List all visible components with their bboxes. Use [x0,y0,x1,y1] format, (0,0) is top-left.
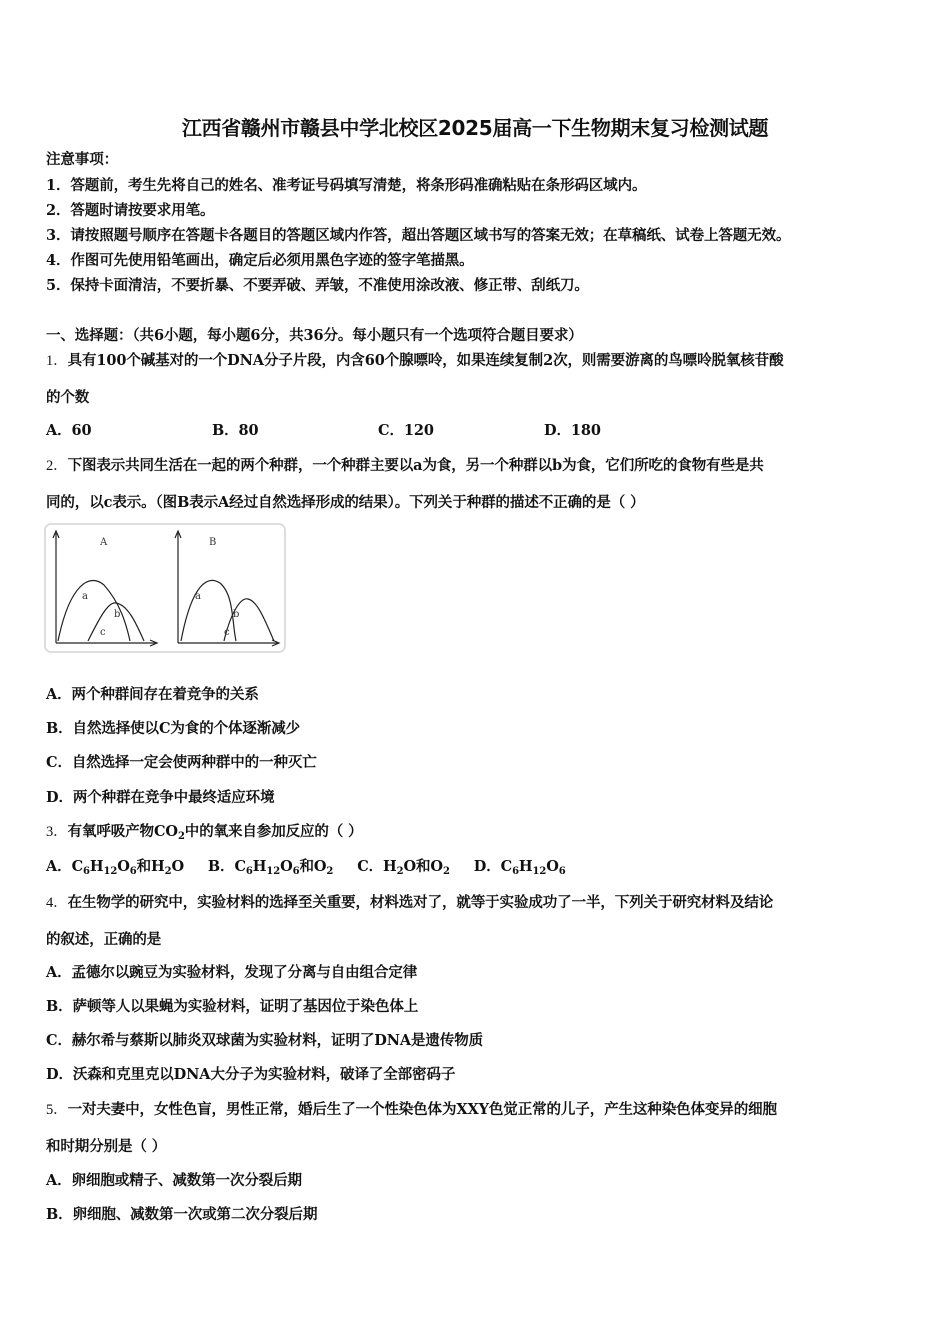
question-1-options [46,421,710,441]
notice-item: 2．答题时请按要求用笔。 [46,202,215,219]
option-a[interactable]: A．两个种群间存在着竞争的关系 [46,686,259,703]
option-b[interactable]: B．$C_6H_{12}O_6$和$O_2$ [207,858,334,877]
option-b[interactable]: B．卵细胞、减数第一次或第二次分裂后期 [46,1206,318,1223]
option-b[interactable]: B．萨顿等人以果蝇为实验材料，证明了基因位于染色体上 [46,998,419,1015]
panel-a-overlap-label: c [100,627,106,638]
question-4-stem-cont: 的叙述，正确的是 [46,931,162,948]
question-5-stem [46,1100,777,1120]
question-text: 中的氧来自参加反应的（ ） [184,823,363,840]
question-3-stem [46,822,363,842]
question-1-stem-cont: 的个数 [46,389,90,406]
option-a[interactable]: A．孟德尔以豌豆为实验材料，发现了分离与自由组合定律 [46,964,418,981]
question-text: 有氧呼吸产物CO [67,823,178,840]
notice-item: 5．保持卡面清洁，不要折暴、不要弄破、弄皱，不准使用涂改液、修正带、刮纸刀。 [46,277,589,294]
question-3-options [46,857,566,877]
panel-a-curve-a-label: a [82,591,88,602]
population-niche-figure [44,523,286,653]
option-c[interactable]: C．120 [378,422,434,439]
option-c[interactable]: C．$H_2O$和$O_2$ [357,858,450,877]
option-c[interactable]: C．自然选择一定会使两种群中的一种灭亡 [46,754,317,771]
subscript: 2 [177,831,185,842]
panel-b-curve-a-label: a [195,591,201,602]
question-number: 4． [46,895,68,911]
option-d[interactable]: D．180 [544,422,601,439]
question-number: 2． [46,458,68,474]
question-2-stem [46,456,764,476]
option-a[interactable]: A．$C_6H_{12}O_6$和$H_2O$ [46,858,184,877]
question-number: 1． [46,353,68,369]
notice-item: 3．请按照题号顺序在答题卡各题目的答题区域内作答，超出答题区域书写的答案无效；在草稿纸、试卷上答题无效。 [46,227,791,244]
option-b[interactable]: B．自然选择使以C为食的个体逐渐减少 [46,720,300,737]
option-c[interactable]: C．赫尔希与蔡斯以肺炎双球菌为实验材料，证明了DNA是遗传物质 [46,1032,484,1049]
question-5-stem-cont: 和时期分别是（ ） [46,1138,167,1155]
option-a[interactable]: A．60 [46,422,92,439]
question-text: 在生物学的研究中，实验材料的选择至关重要，材料选对了，就等于实验成功了一半，下列关于研究材料及结论 [67,894,774,911]
exam-title: 江西省赣州市赣县中学北校区2025届高一下生物期末复习检测试题 [181,116,769,140]
panel-a-curve-b-label: b [114,609,121,620]
notice-item: 4．作图可先使用铅笔画出，确定后必须用黑色字迹的签字笔描黑。 [46,252,474,269]
panel-b-overlap-label: c [224,627,230,638]
question-2-stem-cont: 同的，以c表示。（图B表示A经过自然选择形成的结果）。下列关于种群的描述不正确的是（ ） [46,494,645,511]
panel-b-label: B [209,537,217,548]
question-number: 5． [46,1102,68,1118]
section-heading: 一、选择题：（共6小题，每小题6分，共36分。每小题只有一个选项符合题目要求） [46,327,583,344]
question-1-stem [46,351,783,371]
notice-item: 1．答题前，考生先将自己的姓名、准考证号码填写清楚，将条形码准确粘贴在条形码区域内。 [46,177,647,194]
panel-a-label: A [100,537,108,548]
option-d[interactable]: D．沃森和克里克以DNA大分子为实验材料，破译了全部密码子 [46,1066,456,1083]
question-text: 具有100个碱基对的一个DNA分子片段，内含60个腺嘌呤，如果连续复制2次，则需要游离的鸟嘌呤脱氧核苷酸 [67,352,784,369]
option-d[interactable]: D．两个种群在竞争中最终适应环境 [46,789,275,806]
figure-frame [45,524,285,652]
notice-heading: 注意事项： [46,151,118,168]
option-d[interactable]: D．$C_6H_{12}O_6$ [473,858,566,877]
question-number: 3． [46,824,68,840]
question-4-stem [46,893,773,913]
question-text: 下图表示共同生活在一起的两个种群，一个种群主要以a为食，另一个种群以b为食，它们所吃的食物有些是共 [67,457,764,474]
panel-b-curve-b-label: b [233,609,240,620]
option-b[interactable]: B．80 [212,422,259,439]
option-a[interactable]: A．卵细胞或精子、减数第一次分裂后期 [46,1172,302,1189]
question-text: 一对夫妻中，女性色盲，男性正常，婚后生了一个性染色体为XXY色觉正常的儿子，产生这种染色体变异的细胞 [67,1101,777,1118]
